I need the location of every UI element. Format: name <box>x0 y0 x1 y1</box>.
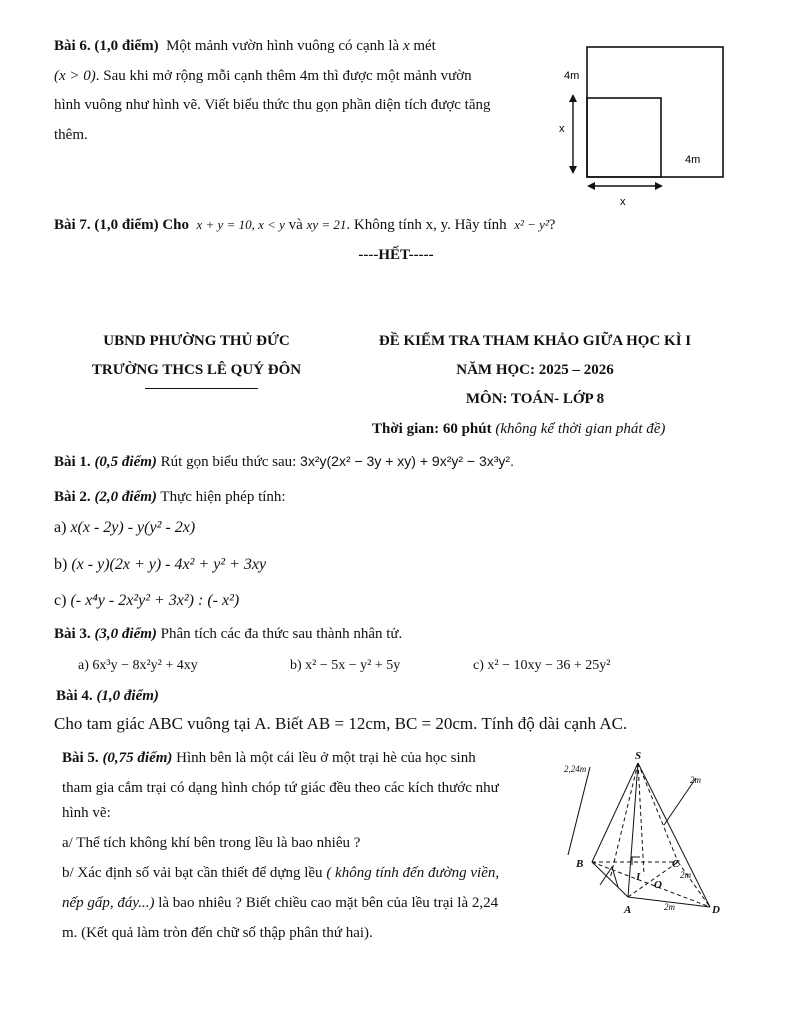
bai1-text: Rút gọn biểu thức sau: <box>160 454 297 470</box>
time-note: (không kể thời gian phát đề) <box>495 421 666 437</box>
label-S: S <box>635 750 642 762</box>
bai6-condition: (x > 0) <box>54 68 96 84</box>
bai6-line1 <box>54 39 436 54</box>
bai5-line4: a/ Thể tích không khí bên trong lều là bao nhiêu ? <box>62 835 361 851</box>
bai5-text-6a: nếp gấp, đáy...) <box>62 895 155 911</box>
fig-label-top: 4m <box>564 70 580 82</box>
bai5-line1 <box>62 751 476 766</box>
bai6-square-figure <box>555 40 740 210</box>
label-C: C <box>672 858 680 870</box>
bai7-target: x² − y² <box>514 217 549 232</box>
time-label: Thời gian: 60 phút <box>372 421 492 437</box>
fig-label-right: 4m <box>685 154 701 166</box>
bai3-text: Phân tích các đa thức sau thành nhân tử. <box>160 626 403 642</box>
bai5-line2: tham gia cắm trại có dạng hình chóp tứ giác đều theo các kích thước như <box>62 780 499 796</box>
label-O: O <box>654 879 662 891</box>
end-mark: ----HẾT----- <box>358 247 434 263</box>
bai6-line4: thêm. <box>54 127 88 143</box>
bai2-c-expr: (- x⁴y - 2x²y² + 3x²) : (- x²) <box>70 592 240 609</box>
bai5-line7: m. (Kết quả làm tròn đến chữ số thập phân thứ hai). <box>62 925 373 941</box>
bai1-expression: 3x²y(2x² − 3y + xy) + 9x²y² − 3x³y². <box>300 453 514 469</box>
bai4-heading-line <box>56 689 159 704</box>
bai2-b-label: b) <box>54 556 68 573</box>
label-D: D <box>712 904 720 916</box>
bai2-heading: Bài 2. <box>54 489 91 505</box>
bai2-b <box>54 557 266 572</box>
label-A: A <box>624 904 632 916</box>
bai6-text-1-end: mét <box>413 38 436 54</box>
bai5-pyramid-figure <box>560 745 760 925</box>
bai5-line6 <box>62 896 498 911</box>
bai5-line5 <box>62 866 499 881</box>
bai6-heading: Bài 6. (1,0 điểm) <box>54 38 159 54</box>
bai7-text: . Không tính x, y. Hãy tính <box>346 217 507 233</box>
bai4-points: (1,0 điểm) <box>96 688 159 704</box>
bai2-text: Thực hiện phép tính: <box>160 489 286 505</box>
bai3-line <box>54 627 402 642</box>
label-I: I <box>636 871 641 883</box>
bai3-heading: Bài 3. <box>54 626 91 642</box>
bai1-heading: Bài 1. <box>54 454 91 470</box>
bai2-a <box>54 520 195 535</box>
bai4-text: Cho tam giác ABC vuông tại A. Biết AB = 12cm, BC = 20cm. Tính độ dài cạnh AC. <box>54 714 628 733</box>
small-square <box>587 98 661 177</box>
bai5-text-6b: là bao nhiêu ? Biết chiều cao mặt bên của lều trại là 2,24 <box>158 895 499 911</box>
label-half: 2m <box>680 870 691 880</box>
bai3-b: b) x² − 5x − y² + 5y <box>290 658 401 673</box>
header-left-2: TRƯỜNG THCS LÊ QUÝ ĐÔN <box>91 362 302 378</box>
bai3-a: a) 6x³y − 8x²y² + 4xy <box>78 658 198 673</box>
header-time <box>372 422 665 437</box>
bai6-line2 <box>54 69 472 84</box>
bai6-text-1: Một mảnh vườn hình vuông có cạnh là <box>166 38 400 54</box>
label-base: 2m <box>664 902 675 912</box>
bai2-a-expr: x(x - 2y) - y(y² - 2x) <box>70 519 196 536</box>
bai7-given-2: xy = 21 <box>306 217 347 232</box>
bai5-text-5b: ( không tính đến đường viền, <box>326 865 500 881</box>
header-right-3: MÔN: TOÁN- LỚP 8 <box>465 391 605 407</box>
bai5-heading: Bài 5. <box>62 750 99 766</box>
bai2-c <box>54 593 239 608</box>
label-B: B <box>576 858 584 870</box>
bai7-given-1: x + y = 10, x < y <box>196 217 285 232</box>
bai7-line <box>54 217 555 233</box>
bai6-var-x: x <box>402 38 410 54</box>
bai5-text-5a: b/ Xác định số vải bạt cần thiết để dựng lều <box>62 865 323 881</box>
label-edge: 2m <box>690 775 701 785</box>
header-right-2: NĂM HỌC: 2025 – 2026 <box>456 362 614 378</box>
bai3-c: c) x² − 10xy − 36 + 25y² <box>473 658 611 673</box>
bai7-question-mark: ? <box>548 217 556 233</box>
bai2-b-expr: (x - y)(2x + y) - 4x² + y² + 3xy <box>71 556 267 573</box>
bai2-points: (2,0 điểm) <box>94 489 157 505</box>
bai5-text-1: Hình bên là một cái lều ở một trại hè của học sinh <box>176 750 476 766</box>
bai5-points: (0,75 điểm) <box>102 750 173 766</box>
header-underline <box>145 388 258 389</box>
big-square <box>587 47 723 177</box>
bai2-c-label: c) <box>54 592 67 609</box>
label-slant-height: 2,24m <box>564 764 587 774</box>
fig-label-bottom: x <box>620 196 626 208</box>
header-right-1: ĐỀ KIỂM TRA THAM KHẢO GIỮA HỌC KÌ I <box>378 333 692 349</box>
bai2-line <box>54 490 286 505</box>
bai7-cho: Cho <box>162 217 190 233</box>
bai1-line <box>54 454 514 470</box>
bai1-points: (0,5 điểm) <box>94 454 157 470</box>
bai2-a-label: a) <box>54 519 67 536</box>
fig-label-side: x <box>559 123 565 135</box>
bai3-points: (3,0 điểm) <box>94 626 157 642</box>
bai4-heading: Bài 4. <box>56 688 93 704</box>
header-left-1: UBND PHƯỜNG THỦ ĐỨC <box>103 333 290 349</box>
bai5-line3: hình vẽ: <box>62 805 111 821</box>
bai7-va: và <box>288 217 303 233</box>
bai7-heading: Bài 7. (1,0 điểm) <box>54 217 159 233</box>
bai6-text-2: . Sau khi mở rộng mỗi cạnh thêm 4m thì được một mảnh vườn <box>95 68 472 84</box>
bai6-line3: hình vuông như hình vẽ. Viết biểu thức thu gọn phần diện tích được tăng <box>54 97 491 113</box>
